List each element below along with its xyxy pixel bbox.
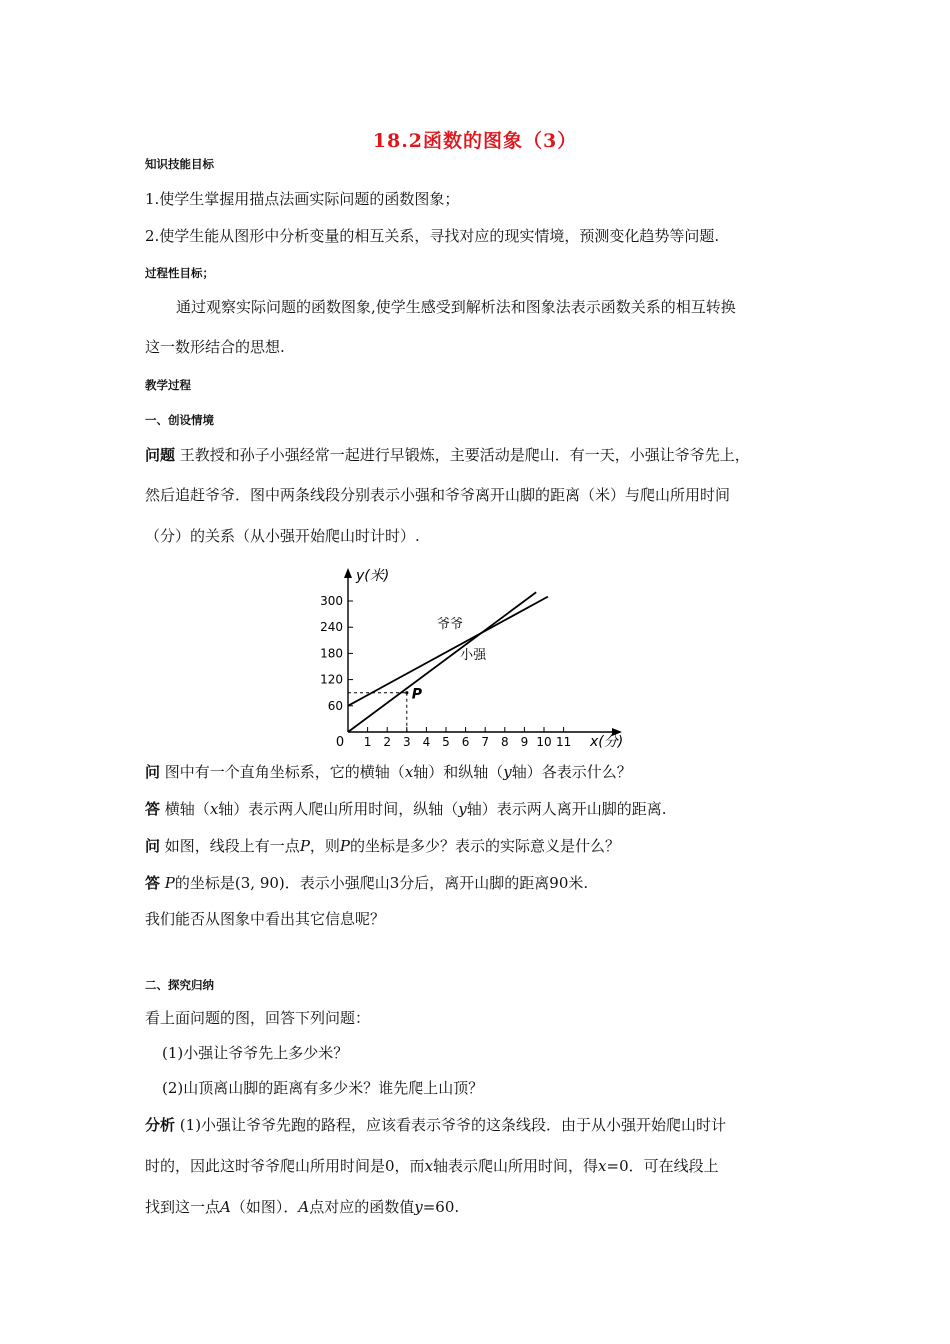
question-2 bbox=[145, 836, 620, 856]
process-paragraph-line-2: 这一数形结合的思想. bbox=[145, 338, 285, 356]
question-1-text: 轴）和纵轴（ bbox=[413, 763, 504, 781]
question-1-label: 问 bbox=[145, 763, 161, 781]
analysis-text-1: (1)小强让爷爷先跑的路程，应该看表示爷爷的这条线段．由于从小强开始爬山时计 bbox=[179, 1116, 727, 1134]
answer-1-text: 轴）表示两人离开山脚的距离. bbox=[466, 800, 667, 818]
section-teaching-process: 教学过程 bbox=[145, 378, 191, 392]
y-axis-arrow bbox=[344, 568, 352, 578]
y-tick-label: 120 bbox=[320, 672, 343, 687]
answer-1-label: 答 bbox=[145, 800, 161, 818]
question-2-var: P bbox=[339, 837, 351, 855]
series-label: 小强 bbox=[460, 647, 487, 663]
answer-1-var: y bbox=[458, 800, 467, 818]
answer-1 bbox=[145, 799, 667, 819]
analysis-text: （如图）． bbox=[230, 1198, 299, 1216]
y-tick-label: 240 bbox=[320, 620, 343, 635]
question-1 bbox=[145, 762, 632, 782]
process-paragraph-line-1: 通过观察实际问题的函数图象,使学生感受到解析法和图象法表示函数关系的相互转换 bbox=[176, 298, 736, 316]
analysis-text: 时的，因此这时爷爷爬山所用时间是0，而 bbox=[145, 1157, 425, 1175]
section-two-heading: 二、探究归纳 bbox=[145, 978, 214, 992]
question-2-text: 如图，线段上有一点 bbox=[164, 837, 300, 855]
section-one-heading: 一、创设情境 bbox=[145, 413, 214, 427]
x-tick-label: 4 bbox=[422, 735, 431, 749]
answer-2-text: 的坐标是(3, 90)．表示小强爬山3分后，离开山脚的距离90米. bbox=[174, 874, 589, 892]
series-line-grandpa bbox=[348, 597, 548, 706]
analysis-var: x bbox=[424, 1157, 434, 1175]
question-2-text: ，则 bbox=[309, 837, 340, 855]
x-tick-label: 10 bbox=[536, 735, 552, 749]
page-title: 18.2函数的图象（3） bbox=[372, 130, 578, 152]
analysis-text: 点对应的函数值 bbox=[309, 1198, 415, 1216]
x-tick-label: 8 bbox=[500, 735, 509, 749]
analysis-text: 轴表示爬山所用时间，得 bbox=[433, 1157, 599, 1175]
origin-label: 0 bbox=[335, 735, 345, 750]
x-tick-label: 1 bbox=[363, 735, 372, 749]
distance-time-chart bbox=[300, 560, 640, 756]
answer-2 bbox=[145, 873, 588, 893]
x-tick-label: 9 bbox=[520, 735, 529, 749]
y-tick-label: 300 bbox=[320, 594, 343, 608]
analysis-var: A bbox=[298, 1198, 310, 1216]
point-group bbox=[348, 687, 423, 732]
explore-intro: 看上面问题的图，回答下列问题： bbox=[145, 1009, 371, 1027]
analysis-line-2 bbox=[145, 1156, 719, 1176]
analysis-line-1 bbox=[145, 1115, 726, 1135]
section-knowledge-goals: 知识技能目标 bbox=[145, 157, 214, 171]
answer-2-var: P bbox=[164, 874, 175, 892]
question-2-var: P bbox=[299, 837, 310, 855]
answer-2-label: 答 bbox=[145, 874, 161, 892]
y-axis-label: y(米) bbox=[356, 568, 390, 584]
point-p-label: P bbox=[411, 686, 423, 703]
section-process-goals: 过程性目标； bbox=[145, 266, 214, 280]
answer-1-text: 横轴（ bbox=[164, 800, 210, 818]
series-line-xiaoqiang bbox=[348, 592, 536, 732]
x-tick-label: 3 bbox=[402, 735, 411, 749]
problem-line-1 bbox=[145, 445, 750, 465]
goal-1: 1.使学生掌握用描点法画实际问题的函数图象； bbox=[145, 190, 460, 208]
x-tick-label: 6 bbox=[461, 735, 470, 749]
analysis-line-3 bbox=[145, 1197, 459, 1217]
y-tick-label: 60 bbox=[327, 698, 343, 713]
analysis-label: 分析 bbox=[145, 1116, 176, 1134]
answer-1-text: 轴）表示两人爬山所用时间，纵轴（ bbox=[218, 800, 459, 818]
analysis-text: =60. bbox=[422, 1198, 460, 1216]
analysis-var: x bbox=[598, 1157, 607, 1175]
question-2-text: 的坐标是多少？表示的实际意义是什么？ bbox=[350, 837, 621, 855]
x-tick-label: 5 bbox=[442, 735, 450, 749]
explore-question-2: (2)山顶离山脚的距离有多少米？谁先爬上山顶？ bbox=[162, 1079, 484, 1097]
question-2-label: 问 bbox=[145, 837, 161, 855]
explore-question-1: (1)小强让爷爷先上多少米？ bbox=[162, 1044, 349, 1062]
question-1-text: 图中有一个直角坐标系，它的横轴（ bbox=[164, 763, 405, 781]
x-tick-label: 7 bbox=[481, 735, 490, 749]
y-tick-label: 180 bbox=[320, 646, 343, 661]
answer-1-var: x bbox=[209, 800, 219, 818]
question-1-text: 轴）各表示什么？ bbox=[511, 763, 632, 781]
analysis-var: y bbox=[414, 1198, 423, 1216]
analysis-var: A bbox=[220, 1198, 231, 1216]
x-tick-label: 11 bbox=[555, 735, 572, 749]
point-p-marker bbox=[405, 691, 408, 694]
more-info-question: 我们能否从图象中看出其它信息呢？ bbox=[145, 910, 386, 928]
problem-line-3: （分）的关系（从小强开始爬山时计时）. bbox=[145, 527, 420, 545]
series-label: 爷爷 bbox=[436, 617, 463, 633]
series-group bbox=[348, 592, 548, 732]
x-tick-label: 2 bbox=[383, 735, 392, 749]
problem-label: 问题 bbox=[145, 446, 176, 464]
analysis-text: =0．可在线段上 bbox=[606, 1157, 719, 1175]
x-axis-label: x(分) bbox=[590, 734, 624, 750]
problem-text-1: 王教授和孙子小强经常一起进行早锻炼，主要活动是爬山．有一天，小强让爷爷先上， bbox=[179, 446, 750, 464]
goal-2: 2.使学生能从图形中分析变量的相互关系，寻找对应的现实情境，预测变化趋势等问题. bbox=[145, 227, 720, 245]
problem-line-2: 然后追赶爷爷．图中两条线段分别表示小强和爷爷离开山脚的距离（米）与爬山所用时间 bbox=[145, 486, 731, 504]
x-tick-group bbox=[364, 727, 571, 749]
analysis-text: 找到这一点 bbox=[145, 1198, 221, 1216]
question-1-var: y bbox=[503, 763, 512, 781]
question-1-var: x bbox=[404, 763, 414, 781]
